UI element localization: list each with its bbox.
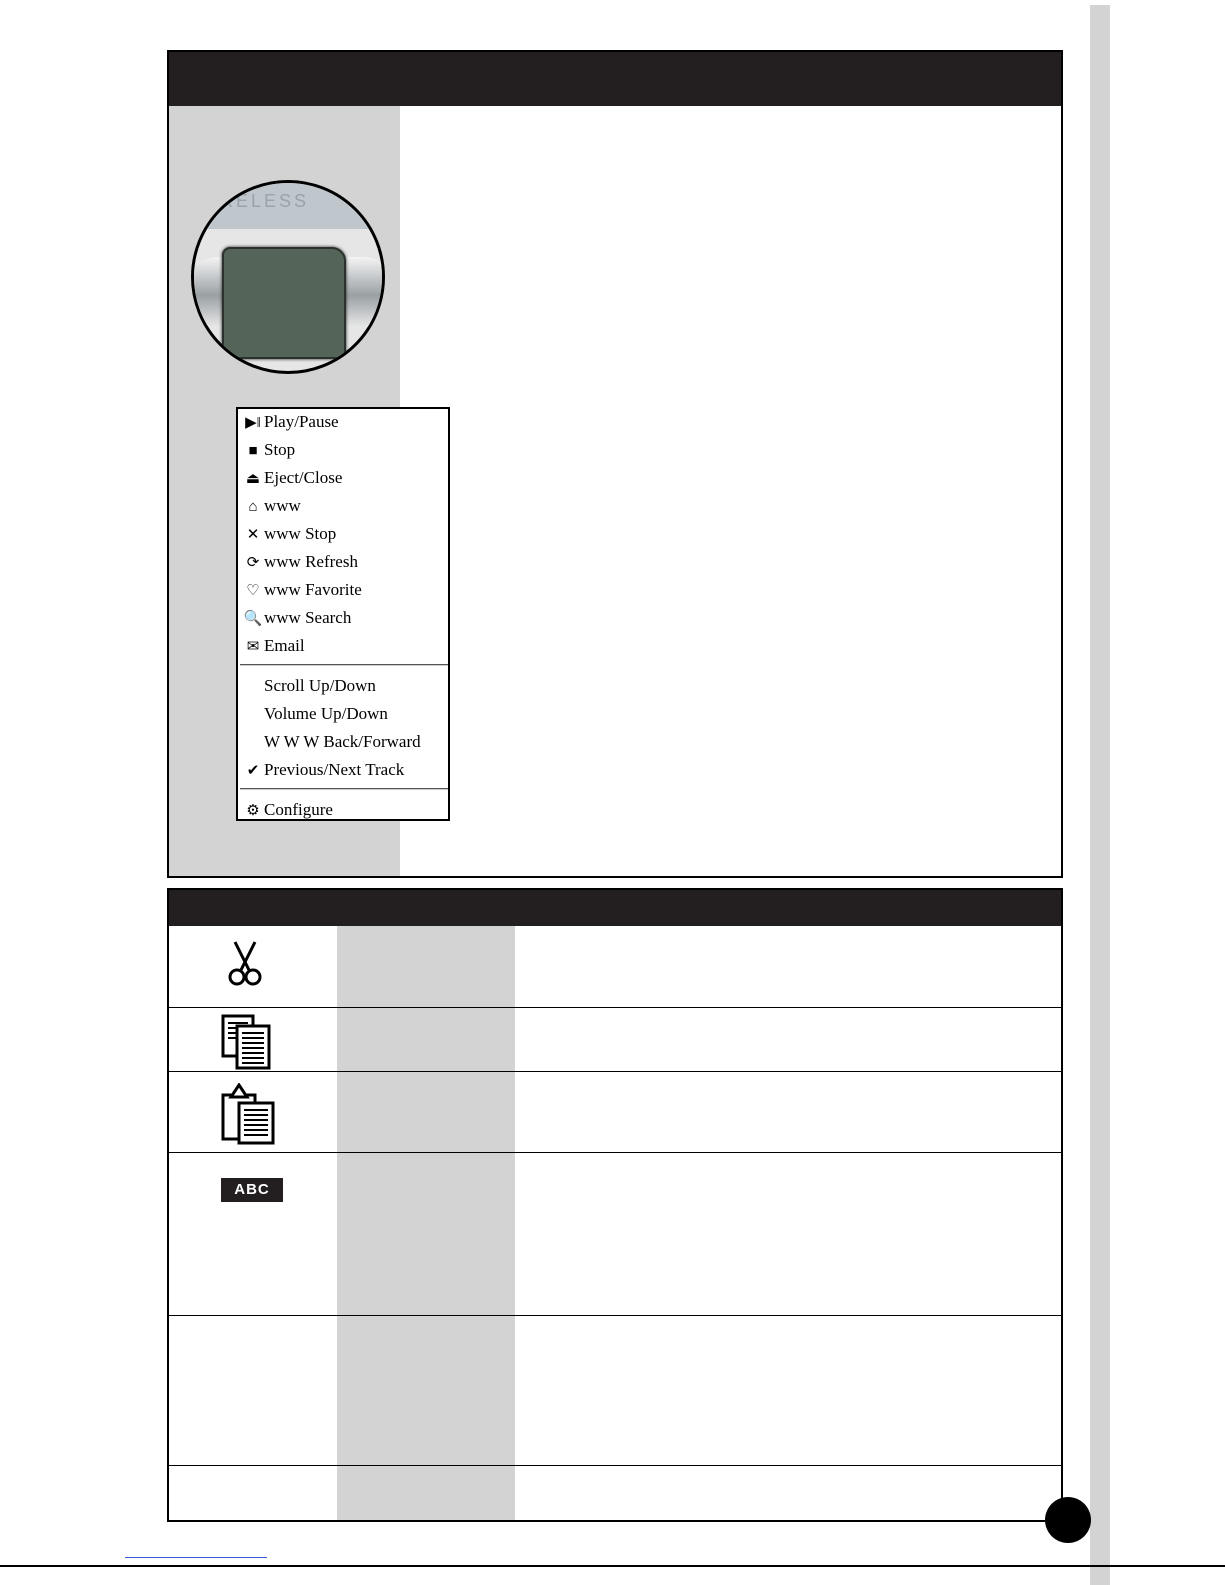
menu-item-label: Email	[264, 636, 305, 655]
refresh-icon: ⟳	[246, 555, 260, 571]
table-header	[169, 890, 1061, 926]
email-icon: ✉	[246, 639, 260, 655]
menu-item-previous-next-track[interactable]	[242, 757, 404, 783]
menu-item-label: Configure	[264, 800, 333, 819]
x-icon: ✕	[246, 527, 260, 543]
menu-item-www-search[interactable]	[242, 605, 351, 631]
menu-item-www-favorite[interactable]	[242, 577, 362, 603]
menu-item-label: www Refresh	[264, 552, 358, 571]
favorite-icon: ♡	[246, 583, 260, 599]
menu-item-label: www	[264, 496, 301, 515]
row-divider	[169, 1465, 1061, 1466]
feature-panel	[167, 50, 1063, 878]
menu-item-stop[interactable]	[242, 437, 295, 463]
menu-item-eject[interactable]	[242, 465, 342, 491]
command-table	[167, 888, 1063, 1522]
menu-item-configure[interactable]	[242, 797, 333, 823]
menu-item-label: Eject/Close	[264, 468, 343, 487]
row-divider	[169, 1152, 1061, 1153]
menu-item-label: www Search	[264, 608, 352, 627]
menu-item-label: Previous/Next Track	[264, 760, 405, 779]
row-divider	[169, 1007, 1061, 1008]
context-menu	[236, 407, 450, 821]
menu-item-label: W W W Back/Forward	[264, 732, 421, 751]
device-label: IRELESS	[212, 191, 310, 211]
home-icon: ⌂	[248, 499, 258, 515]
menu-item-volume[interactable]	[242, 701, 388, 727]
check-icon: ✔	[246, 763, 260, 779]
page-edge-bar	[1090, 5, 1110, 1585]
configure-icon: ⚙	[246, 803, 260, 819]
wheel-button	[222, 247, 346, 359]
link-underline[interactable]	[125, 1557, 267, 1558]
menu-item-www-refresh[interactable]	[242, 549, 358, 575]
play-pause-icon: ▶‖	[245, 415, 261, 431]
row-divider	[169, 1315, 1061, 1316]
scroll-wheel-photo	[191, 180, 385, 374]
menu-item-label: www Stop	[264, 524, 337, 543]
search-icon: 🔍	[243, 611, 263, 627]
page-number-marker	[1045, 1497, 1091, 1543]
menu-item-label: Volume Up/Down	[264, 704, 388, 723]
panel-header	[169, 52, 1061, 106]
stop-icon: ■	[248, 443, 258, 459]
menu-item-scroll[interactable]	[242, 673, 376, 699]
row-divider	[169, 1071, 1061, 1072]
menu-item-label: Stop	[264, 440, 296, 459]
menu-item-label: Scroll Up/Down	[264, 676, 376, 695]
menu-separator	[240, 664, 448, 666]
eject-icon: ⏏	[245, 471, 261, 487]
scissors-icon	[227, 940, 263, 988]
menu-item-www[interactable]	[242, 493, 301, 519]
paste-icon	[221, 1083, 277, 1145]
menu-separator	[240, 788, 448, 790]
menu-item-label: Play/Pause	[264, 412, 339, 431]
abc-icon: ABC	[221, 1178, 283, 1202]
copy-icon	[221, 1014, 273, 1070]
menu-item-label: www Favorite	[264, 580, 362, 599]
table-column-shaded	[337, 926, 515, 1520]
menu-item-www-stop[interactable]	[242, 521, 336, 547]
menu-item-www-back-forward[interactable]	[242, 729, 421, 755]
menu-item-email[interactable]	[242, 633, 305, 659]
page-bottom-rule	[0, 1565, 1225, 1567]
menu-item-play-pause[interactable]	[242, 409, 339, 435]
